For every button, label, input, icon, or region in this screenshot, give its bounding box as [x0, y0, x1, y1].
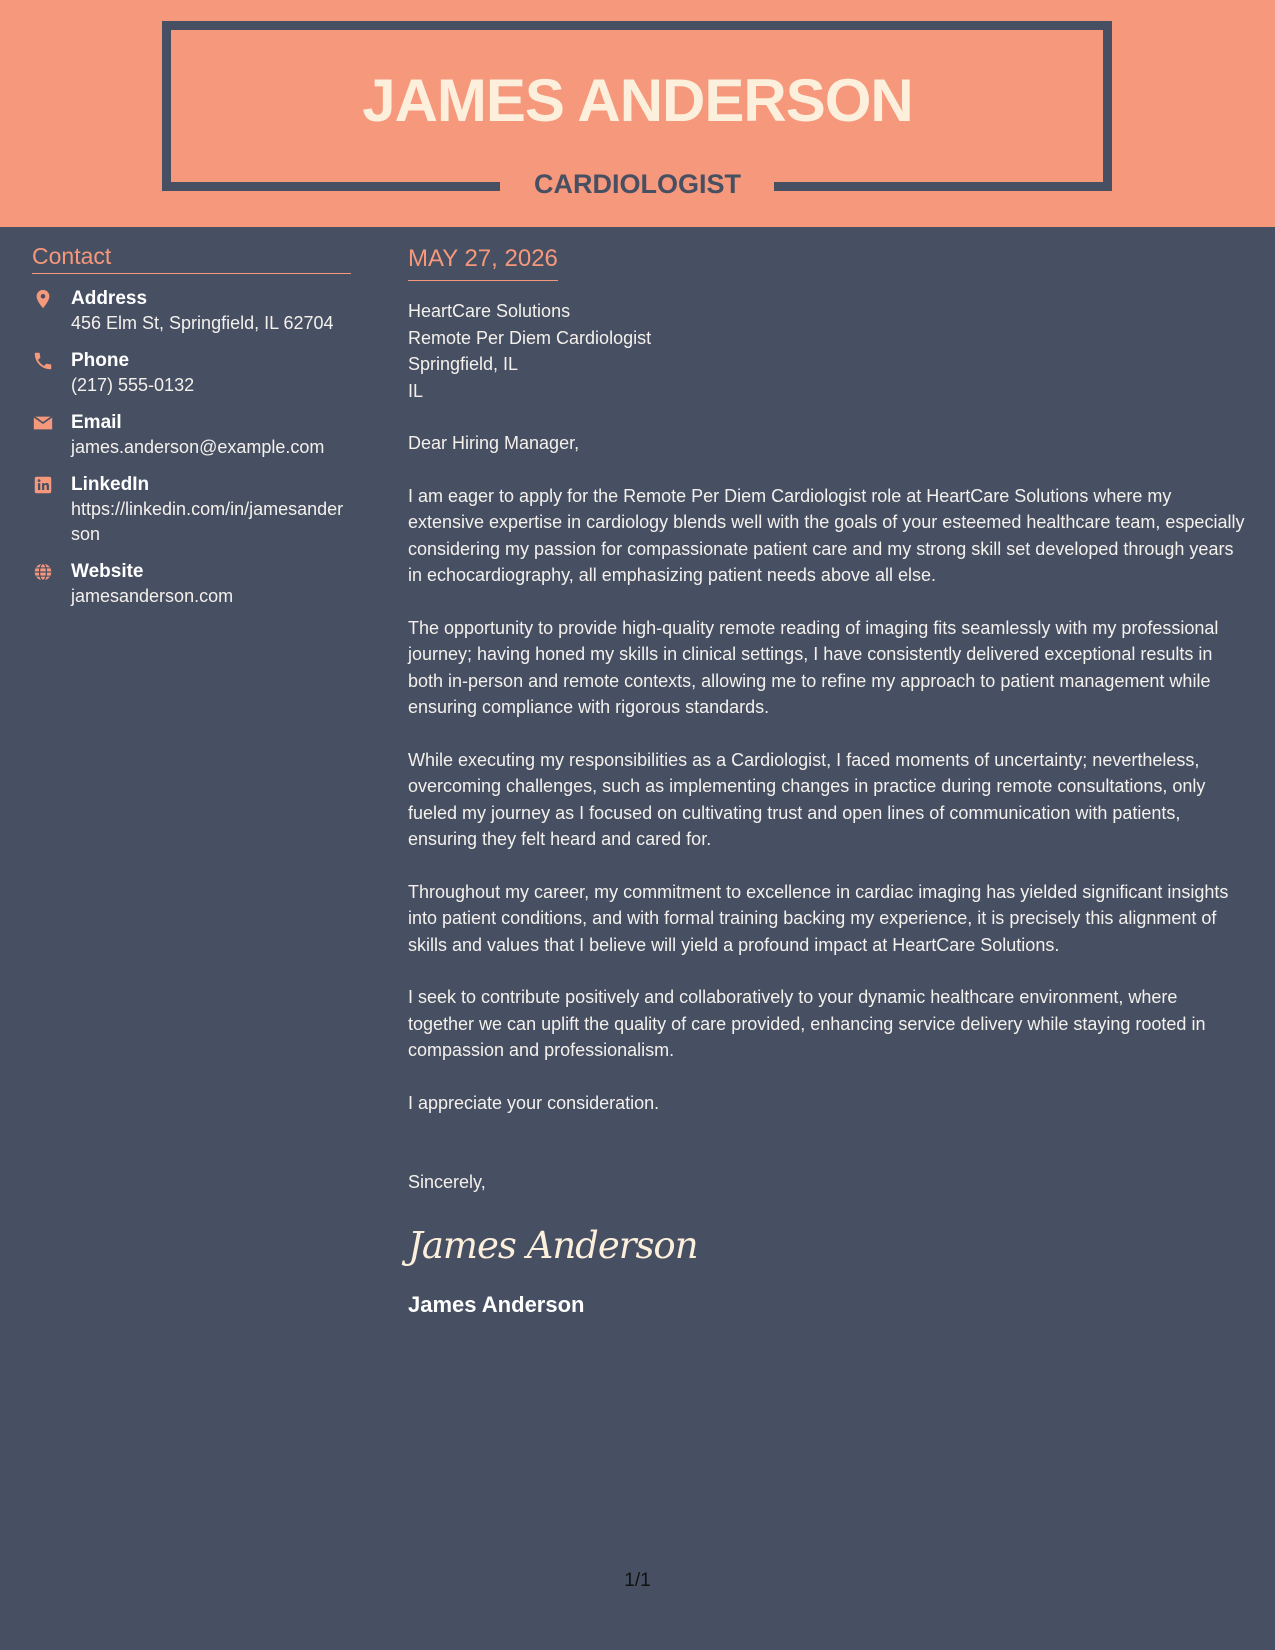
linkedin-icon — [32, 474, 54, 496]
recipient-city: Springfield, IL — [408, 354, 519, 374]
recipient-position: Remote Per Diem Cardiologist — [408, 327, 652, 348]
phone-icon — [32, 350, 54, 372]
contact-sidebar — [32, 242, 351, 609]
email-label: Email — [71, 412, 122, 433]
signer-name: James Anderson — [408, 1291, 585, 1317]
job-title: CARDIOLOGIST — [534, 169, 741, 199]
contact-email — [32, 410, 351, 460]
header-banner — [0, 0, 1275, 227]
address-value: 456 Elm St, Springfield, IL 62704 — [71, 313, 334, 333]
paragraph-6: I appreciate your consideration. — [408, 1092, 660, 1113]
website-value[interactable]: jamesanderson.com — [71, 586, 234, 606]
linkedin-value[interactable]: https://linkedin.com/in/jamesanderson — [71, 499, 344, 544]
envelope-icon — [32, 412, 54, 434]
recipient-state: IL — [408, 380, 424, 401]
paragraph-2: The opportunity to provide high-quality remote reading of imaging fits seamlessly with my professional journey; having honed my skills in clinical settings, I have consistently delivered exceptional results in both in-person and remote contexts, allowing me to refine my approach to patient management while ensuring compliance with rigorous standards. — [408, 617, 1219, 717]
salutation: Dear Hiring Manager, — [408, 433, 580, 453]
recipient-company: HeartCare Solutions — [408, 301, 571, 321]
handwritten-signature: James Anderson — [408, 1223, 698, 1267]
linkedin-label: LinkedIn — [71, 474, 150, 495]
paragraph-1: I am eager to apply for the Remote Per Diem Cardiologist role at HeartCare Solutions where my extensive expertise in cardiology blends well with the goals of your esteemed healthcare team, especially considering my passion for compassionate patient care and my strong skill set developed through years in echocardiography, all emphasizing patient needs above all else. — [408, 485, 1245, 585]
applicant-name: JAMES ANDERSON — [362, 67, 913, 134]
letter-body — [408, 244, 1248, 1320]
paragraph-4: Throughout my career, my commitment to excellence in cardiac imaging has yielded significant insights into patient conditions, and with formal training backing my experience, it is precisely this alignment of skills and values that I believe will yield a profound impact at HeartCare Solutions. — [408, 881, 1229, 955]
phone-value: (217) 555-0132 — [71, 375, 195, 395]
contact-address — [32, 286, 351, 336]
closing: Sincerely, — [408, 1172, 486, 1192]
website-label: Website — [71, 561, 144, 582]
recipient-block — [408, 298, 1248, 404]
contact-linkedin — [32, 472, 351, 547]
paragraph-3: While executing my responsibilities as a Cardiologist, I faced moments of uncertainty; nevertheless, overcoming challenges, such as implementing changes in practice during remote consultations, only fueled my journey as I focused on cultivating trust and open lines of communication with patients, ensuring they felt heard and cared for. — [408, 749, 1206, 849]
contact-phone — [32, 348, 351, 398]
letter-date: MAY 27, 2026 — [408, 244, 558, 281]
globe-icon — [32, 561, 54, 583]
paragraph-5: I seek to contribute positively and collaboratively to your dynamic healthcare environment, where together we can uplift the quality of care provided, enhancing service delivery while staying rooted in compassion and professionalism. — [408, 987, 1206, 1060]
address-label: Address — [71, 288, 148, 309]
contact-heading: Contact — [32, 242, 351, 274]
contact-website — [32, 559, 351, 609]
map-pin-icon — [32, 288, 54, 310]
phone-label: Phone — [71, 350, 130, 371]
page-number: 1/1 — [624, 1570, 651, 1591]
email-value: james.anderson@example.com — [71, 437, 325, 457]
